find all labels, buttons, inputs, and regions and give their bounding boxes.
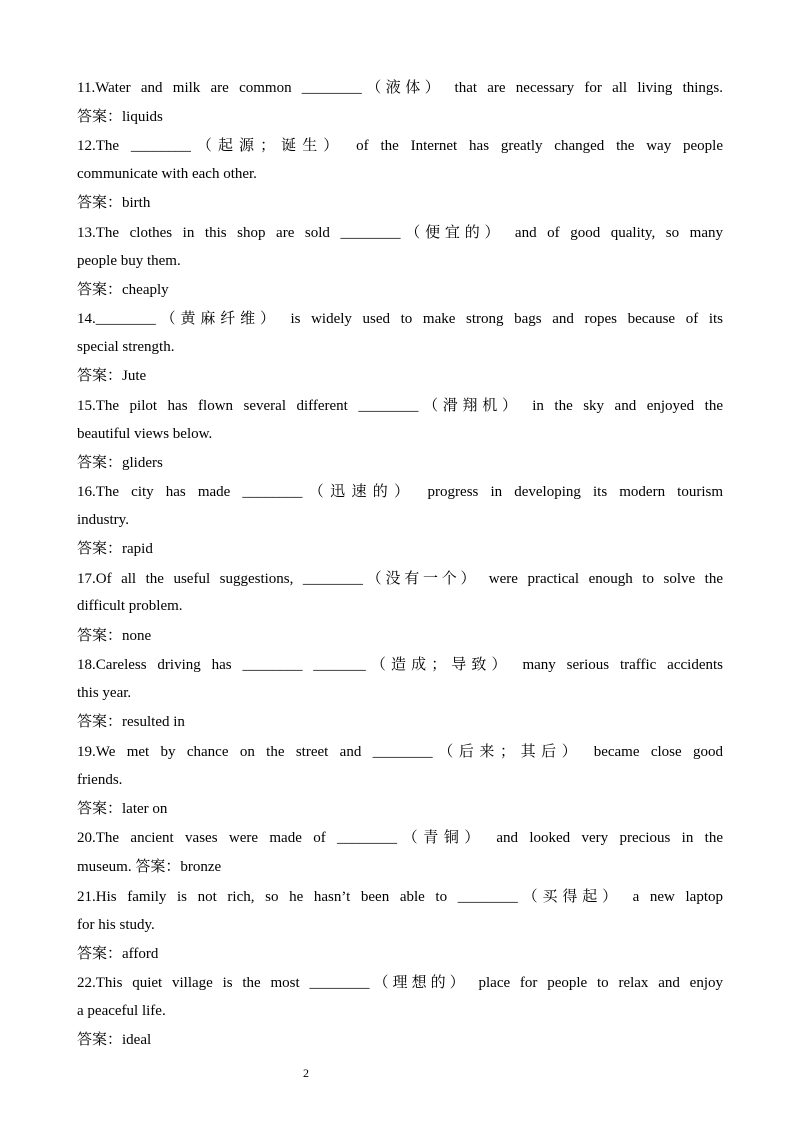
question-15-line-2: beautiful views below. — [77, 426, 213, 442]
question-11-line-1: 11.Water and milk are common ________（液体） that are necessary for all living things. — [77, 80, 723, 96]
question-12-answer: 答案：birth — [77, 195, 151, 211]
question-19-line-2: friends. — [77, 772, 123, 788]
question-16-line-2: industry. — [77, 512, 129, 528]
question-14-line-1: 14.________（黄麻纤维） is widely used to make strong bags and ropes because of its — [77, 311, 723, 327]
question-13-answer: 答案：cheaply — [77, 282, 169, 298]
question-16-answer: 答案：rapid — [77, 541, 153, 557]
question-11-answer: 答案：liquids — [77, 109, 163, 125]
question-18-line-2: this year. — [77, 685, 132, 701]
question-12-line-1: 12.The ________（起源；诞生） of the Internet has greatly changed the way people — [77, 138, 723, 154]
question-21-line-2: for his study. — [77, 917, 155, 933]
question-21-line-1: 21.His family is not rich, so he hasn’t been able to ________（买得起） a new laptop — [77, 889, 723, 905]
question-22-line-2: a peaceful life. — [77, 1003, 166, 1019]
question-22-answer: 答案：ideal — [77, 1032, 152, 1048]
question-18-line-1: 18.Careless driving has ________ _______（造成；导致） many serious traffic accidents — [77, 657, 723, 673]
question-17-answer: 答案：none — [77, 628, 152, 644]
question-19-line-1: 19.We met by chance on the street and ________（后来；其后） became close good — [77, 744, 723, 760]
question-15-answer: 答案：gliders — [77, 455, 163, 471]
question-13-line-2: people buy them. — [77, 253, 181, 269]
question-19-answer: 答案：later on — [77, 801, 168, 817]
question-14-answer: 答案：Jute — [77, 368, 147, 384]
question-21-answer: 答案：afford — [77, 946, 159, 962]
question-20-line-2: museum. 答案：bronze — [77, 859, 222, 875]
question-14-line-2: special strength. — [77, 339, 175, 355]
question-15-line-1: 15.The pilot has flown several different ________（滑翔机） in the sky and enjoyed the — [77, 398, 723, 414]
question-18-answer: 答案：resulted in — [77, 714, 185, 730]
question-16-line-1: 16.The city has made ________（迅速的） progress in developing its modern tourism — [77, 484, 723, 500]
question-13-line-1: 13.The clothes in this shop are sold ________（便宜的） and of good quality, so many — [77, 225, 723, 241]
question-17-line-1: 17.Of all the useful suggestions, ________（没有一个） were practical enough to solve the — [77, 571, 723, 587]
question-17-line-2: difficult problem. — [77, 598, 183, 614]
question-12-line-2: communicate with each other. — [77, 166, 257, 182]
question-20-line-1: 20.The ancient vases were made of ________（青铜） and looked very precious in the — [77, 830, 723, 846]
question-22-line-1: 22.This quiet village is the most ________（理想的） place for people to relax and enjoy — [77, 975, 723, 991]
page-number: 2 — [303, 1066, 309, 1080]
